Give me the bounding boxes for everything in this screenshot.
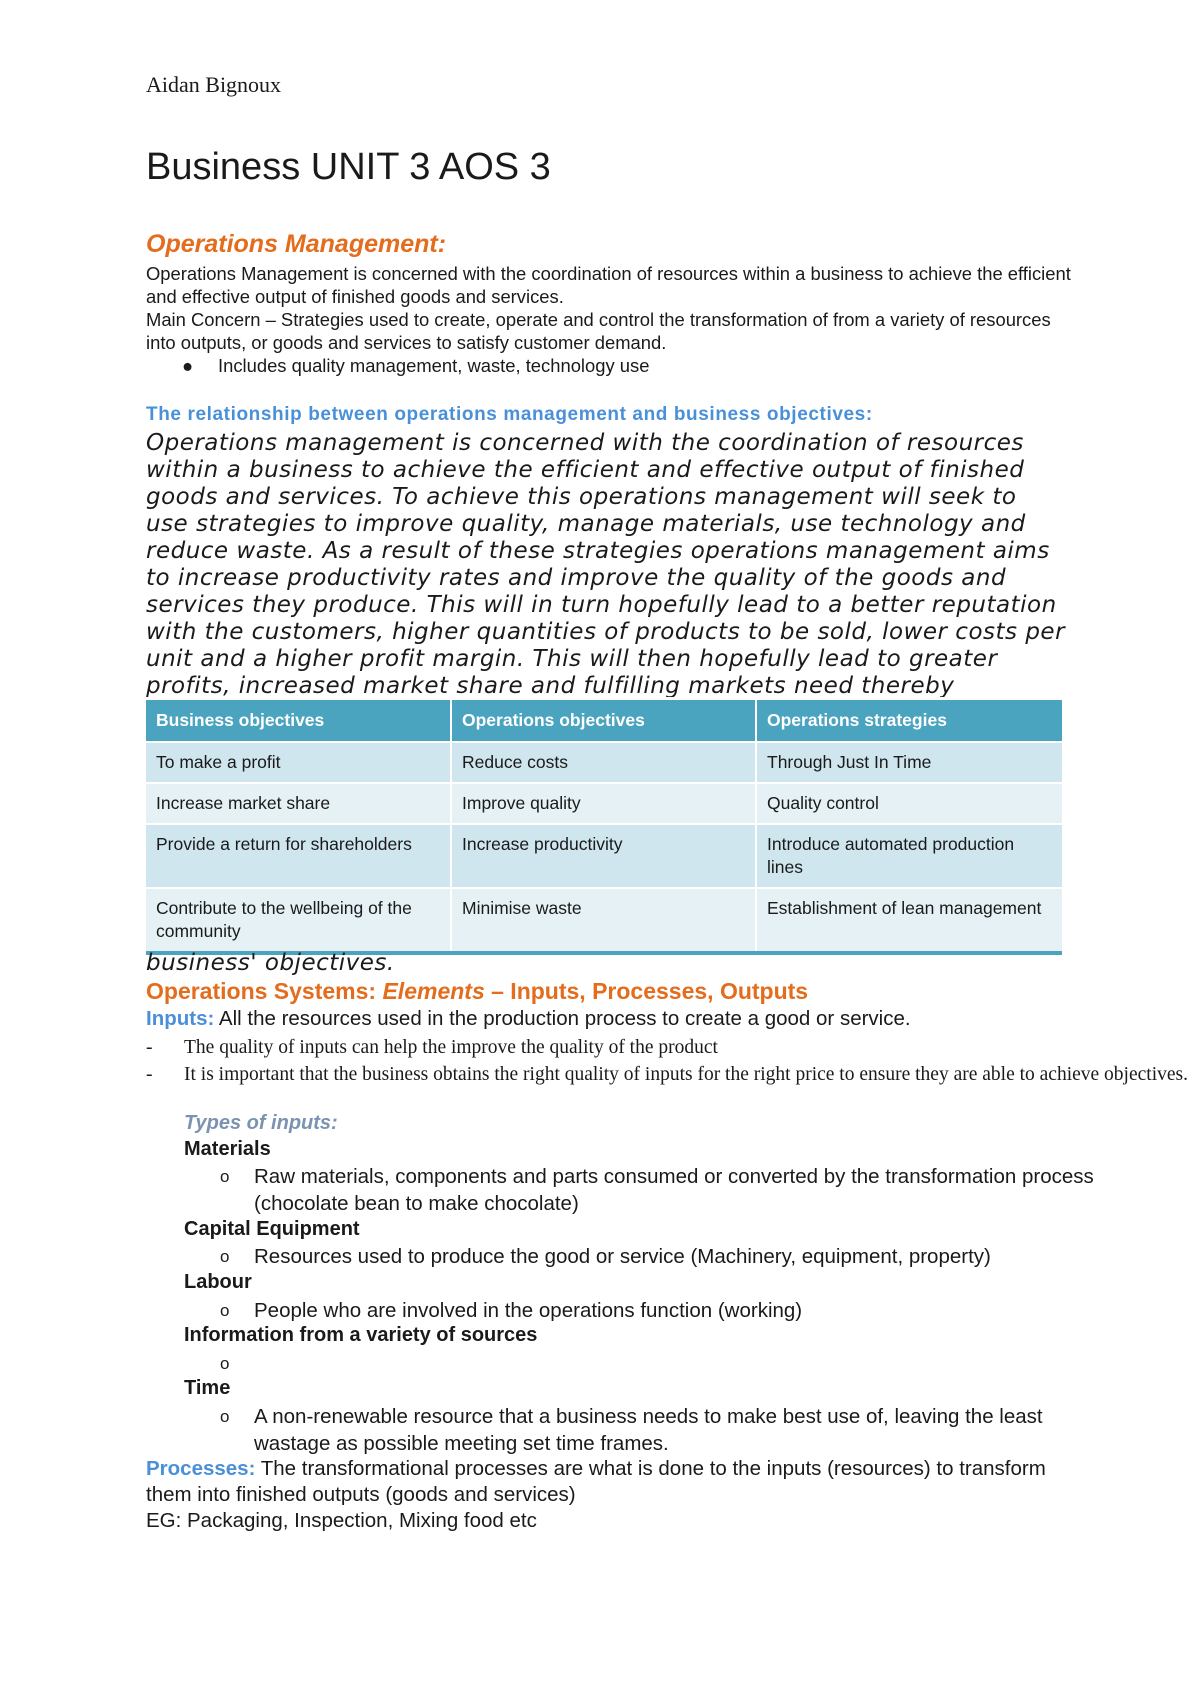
information-label: Information from a variety of sources <box>184 1324 538 1346</box>
list-item-text: It is important that the business obtains the right quality of inputs for the right price to ensure they are able to achieve objectives. <box>184 1064 1188 1085</box>
table-row <box>146 824 1062 888</box>
bullet-icon: ● <box>182 355 194 376</box>
table-cell: Minimise waste <box>451 888 756 953</box>
table-cell: Increase market share <box>146 783 451 824</box>
table-cell: To make a profit <box>146 742 451 783</box>
circle-bullet-icon: o <box>220 1301 230 1320</box>
materials-point-text: Raw materials, components and parts consumed or converted by the transformation process (chocolate bean to make chocolate) <box>254 1165 1094 1215</box>
objectives-table <box>146 700 1062 955</box>
table-cell: Improve quality <box>451 783 756 824</box>
heading-elements: Elements <box>382 978 485 1004</box>
table-cell: Contribute to the wellbeing of the community <box>146 888 451 953</box>
time-label: Time <box>184 1377 231 1399</box>
types-of-inputs-heading: Types of inputs: <box>184 1112 338 1134</box>
table-row <box>146 783 1062 824</box>
table-cell: Increase productivity <box>451 824 756 888</box>
document-page: Aidan Bignoux Business UNIT 3 AOS 3 Operations Management: Operations Management is concerned with the coordination of resources within a business to achieve the efficient and effective output of finished goods and services. Main Concern – Strategies used to create, operate and control the transformation of from a variety of resources into outputs, or goods and services to satisfy customer demand. ● Includes quality management, waste, technology use The relationship between operations management and business objectives: Operations management is concerned with the coordination of resources within a business to achieve the efficient and effective output of finished goods and services. To achieve this operations management will seek to use strategies to improve quality, manage materials, use technology and reduce waste. As a result of these strategies operations management aims to increase productivity rates and improve the quality of the goods and services they produce. This will in turn hopefully lead to a better reputation with the customers, higher quantities of products to be sold, lower costs per unit and a higher profit margin. This will then hopefully lead to greater profits, increased market share and fulfilling markets need thereby Business objectives Operations objectives Operations strategies To make a profit Reduce costs Through Just In Time Increase market share Improve quality Quality control Provide a return for shareholders Increase productivity Introduce automated production lines Contribute to the wellbeing of the community Minimise waste Establishment of lean management business' objectives. Operations Systems: Elements – Inputs, Processes, Outputs Inputs: All the resources used in the production process to create a good or service. - The quality of inputs can help the improve the quality of the product - It is important that the business obtains the right quality of inputs for the right price to ensure they are able to achieve objectives. Types of inputs: Materials o Raw materials, components and parts consumed or converted by the transformation process (chocolate bean to make chocolate) Capital Equipment o Resources used to produce the good or service (Machinery, equipment, property) Labour o People who are involved in the operations function (working) Information from a variety of sources o Time o A non-renewable resource that a business needs to make best use of, leaving the least wastage as possible meeting set time frames. Processes: The transformational processes are what is done to the inputs (resources) to transform them into finished outputs (goods and services) EG: Packaging, Inspection, Mixing food etc <box>0 0 1200 1698</box>
operations-systems-heading <box>146 978 808 1005</box>
inputs-text: All the resources used in the production process to create a good or service. <box>214 1007 911 1030</box>
list-item-text: The quality of inputs can help the improve the quality of the product <box>184 1037 718 1058</box>
table-header-row <box>146 700 1062 742</box>
materials-label: Materials <box>184 1138 271 1160</box>
table-cell: Introduce automated production lines <box>756 824 1062 888</box>
labour-label: Labour <box>184 1271 252 1293</box>
inputs-label: Inputs: <box>146 1007 215 1030</box>
relationship-heading: The relationship between operations management and business objectives: <box>146 404 873 425</box>
bullet-text: Includes quality management, waste, technology use <box>218 355 650 376</box>
processes-examples: EG: Packaging, Inspection, Mixing food etc <box>146 1509 537 1532</box>
author-name: Aidan Bignoux <box>146 72 282 97</box>
table-cell: Establishment of lean management <box>756 888 1062 953</box>
ops-management-definition: Operations Management is concerned with the coordination of resources within a business to achieve the efficient and effective output of finished goods and services. <box>146 263 1071 307</box>
table-cell: Through Just In Time <box>756 742 1062 783</box>
table-header-cell: Operations strategies <box>756 700 1062 742</box>
page-title: Business UNIT 3 AOS 3 <box>146 146 551 188</box>
table-cell: Reduce costs <box>451 742 756 783</box>
inputs-definition <box>146 1007 911 1031</box>
table-row <box>146 742 1062 783</box>
heading-prefix: Operations Systems: <box>146 978 383 1004</box>
ops-management-heading: Operations Management: <box>146 230 447 258</box>
capital-point-text: Resources used to produce the good or service (Machinery, equipment, property) <box>254 1245 991 1268</box>
processes-label: Processes: <box>146 1457 256 1480</box>
table-cell: Provide a return for shareholders <box>146 824 451 888</box>
processes-definition <box>146 1456 1066 1508</box>
circle-bullet-icon: o <box>220 1407 230 1426</box>
circle-bullet-icon: o <box>220 1167 230 1186</box>
table-header-cell: Operations objectives <box>451 700 756 742</box>
time-point-text: A non-renewable resource that a business needs to make best use of, leaving the least wastage as possible meeting set time frames. <box>254 1405 1043 1455</box>
table-row <box>146 888 1062 953</box>
ops-management-main-concern: Main Concern – Strategies used to create, operate and control the transformation of from a variety of resources into outputs, or goods and services to satisfy customer demand. <box>146 309 1051 353</box>
circle-bullet-icon: o <box>220 1354 230 1373</box>
circle-bullet-icon: o <box>220 1247 230 1266</box>
labour-point-text: People who are involved in the operations function (working) <box>254 1299 803 1322</box>
heading-suffix: – Inputs, Processes, Outputs <box>484 978 809 1004</box>
capital-equipment-label: Capital Equipment <box>184 1218 360 1240</box>
processes-text: The transformational processes are what is done to the inputs (resources) to transform them into finished outputs (goods and services) <box>146 1457 1046 1506</box>
relationship-paragraph-end: business' objectives. <box>146 950 395 976</box>
table-header-cell: Business objectives <box>146 700 451 742</box>
table-cell: Quality control <box>756 783 1062 824</box>
relationship-paragraph: Operations management is concerned with the coordination of resources within a business to achieve the efficient and effective output of finished goods and services. To achieve this operations management will seek to use strategies to improve quality, manage materials, use technology and reduce waste. As a result of these strategies operations management aims to increase productivity rates and improve the quality of the goods and services they produce. This will in turn hopefully lead to a better reputation with the customers, higher quantities of products to be sold, lower costs per unit and a higher profit margin. This will then hopefully lead to greater profits, increased market share and fulfilling markets need thereby <box>146 430 1066 697</box>
